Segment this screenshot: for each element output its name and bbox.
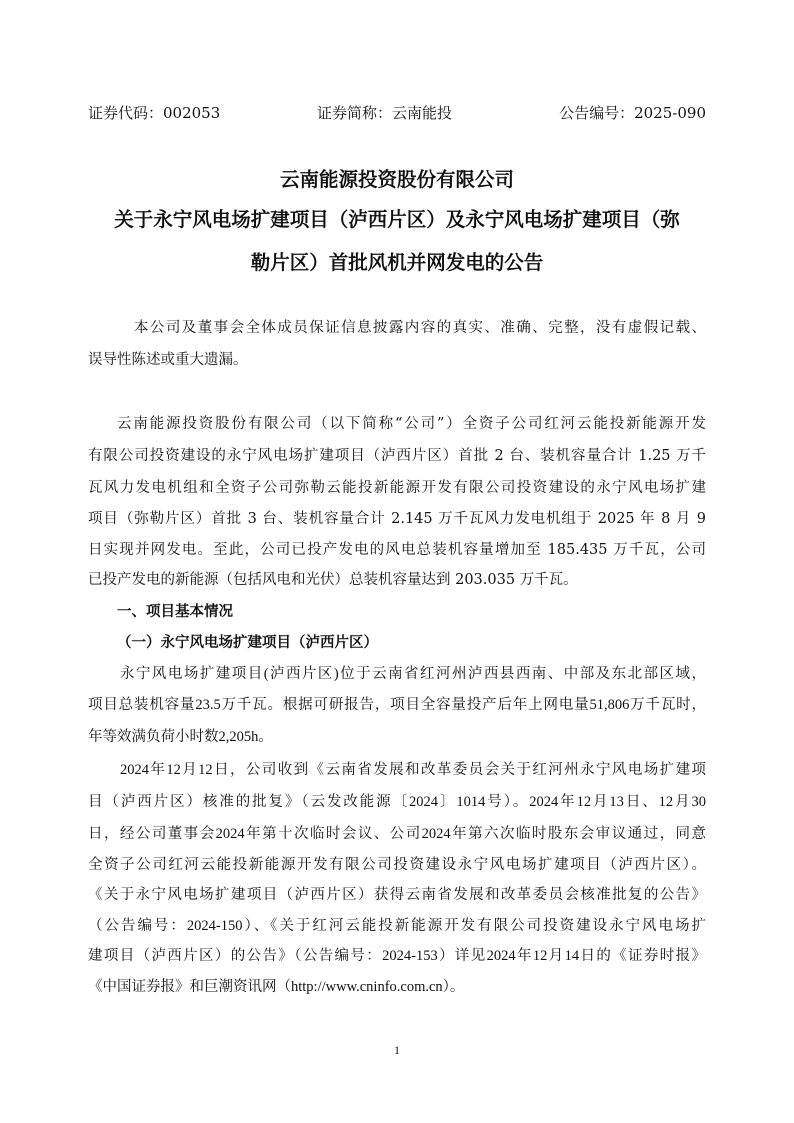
approval-history-line: （公告编号：2024-150）、《关于红河云能投新能源开发有限公司投资建设永宁风电场扩 [88, 918, 706, 934]
approval-history-line: 日，经公司董事会2024年第十次临时会议、公司2024年第六次临时股东会审议通过，同意 [88, 826, 706, 842]
announcement-number: 公告编号：2025-090 [559, 104, 706, 122]
approval-history-line: 建项目（泸西片区）的公告》（公告编号：2024-153）详见2024年12月14日的《证券时报》 [88, 948, 706, 964]
announcement-title-line2: 勒片区）首批风机并网发电的公告 [250, 251, 544, 274]
approval-history-line: 2024年12月12日，公司收到《云南省发展和改革委员会关于红河州永宁风电场扩建项 [120, 762, 706, 778]
intro-line: 已投产发电的新能源（包括风电和光伏）总装机容量达到 203.035 万千瓦。 [88, 572, 578, 588]
section-heading: 一、项目基本情况 [117, 604, 233, 620]
announcement-header [88, 101, 706, 125]
disclaimer-line: 误导性陈述或重大遗漏。 [88, 352, 248, 368]
approval-history-line: 《中国证券报》和巨潮资讯网（http://www.cninfo.com.cn）。 [88, 979, 465, 995]
project-description-line: 项目总装机容量23.5万千瓦。根据可研报告，项目全容量投产后年上网电量51,806万千瓦时， [88, 697, 706, 713]
project-description-line: 年等效满负荷小时数2,205h。 [88, 729, 273, 745]
intro-line: 日实现并网发电。至此，公司已投产发电的风电总装机容量增加至 185.435 万千瓦，公司 [88, 542, 706, 558]
approval-history-line: 全资子公司红河云能投新能源开发有限公司投资建设永宁风电场扩建项目（泸西片区）。 [88, 857, 706, 873]
approval-history-line: 目（泸西片区）核准的批复》（云发改能源〔2024〕1014号）。2024年12月13日、12月30 [88, 794, 706, 810]
intro-line: 云南能源投资股份有限公司（以下简称“公司”）全资子公司红河云能投新能源开发 [117, 416, 706, 432]
page-number: 1 [394, 1043, 400, 1057]
intro-line: 项目（弥勒片区）首批 3 台、装机容量合计 2.145 万千瓦风力发电机组于 2025 年 8 月 9 [88, 511, 706, 527]
disclaimer-line: 本公司及董事会全体成员保证信息披露内容的真实、准确、完整，没有虚假记载、 [134, 320, 706, 336]
intro-line: 瓦风力发电机组和全资子公司弥勒云能投新能源开发有限公司投资建设的永宁风电场扩建 [88, 480, 706, 496]
intro-line: 有限公司投资建设的永宁风电场扩建项目（泸西片区）首批 2 台、装机容量合计 1.25 万千 [88, 448, 706, 464]
stock-abbreviation: 证券简称：云南能投 [317, 104, 453, 122]
subsection-heading: （一）永宁风电场扩建项目（泸西片区） [117, 635, 378, 651]
company-title: 云南能源投资股份有限公司 [279, 168, 514, 191]
stock-code: 证券代码：002053 [88, 104, 221, 122]
announcement-title-line1: 关于永宁风电场扩建项目（泸西片区）及永宁风电场扩建项目（弥 [114, 208, 680, 231]
project-description-line: 永宁风电场扩建项目(泸西片区)位于云南省红河州泸西县西南、中部及东北部区域， [120, 666, 706, 682]
approval-history-line: 《关于永宁风电场扩建项目（泸西片区）获得云南省发展和改革委员会核准批复的公告》 [88, 887, 706, 903]
